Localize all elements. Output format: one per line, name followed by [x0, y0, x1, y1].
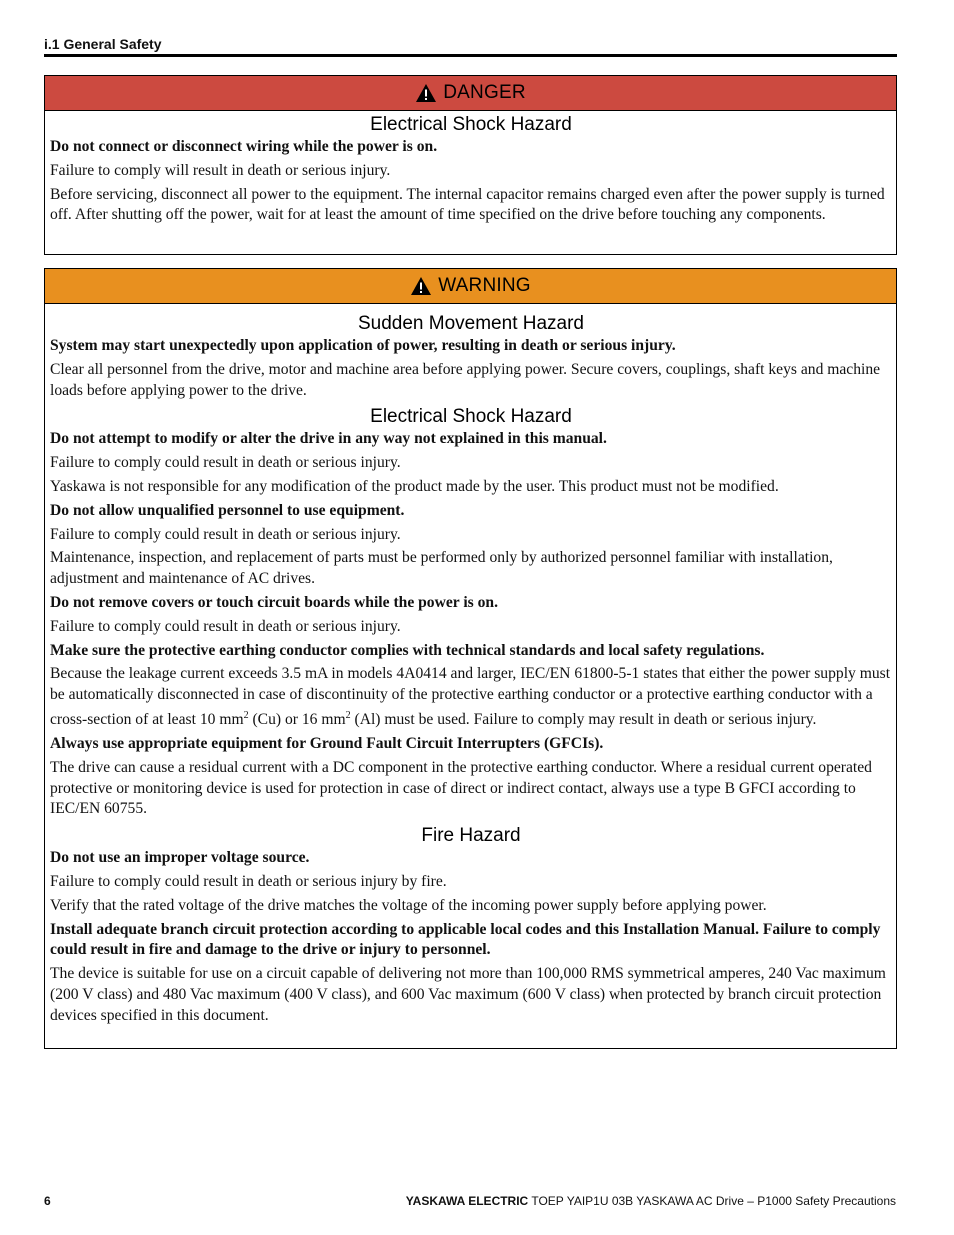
detail-text: Yaskawa is not responsible for any modification of the product made by the user. This product must not be modified. [50, 477, 779, 495]
text-run: Because the leakage current exceeds 3.5 mA in models 4A0414 and larger, IEC/EN 61800-5-1 states that either the power supply must be automatically disconnected in case of discontinuity of the protective earthing conductor or a protective earthing conductor with a cross-section of at least 10 mm [50, 665, 891, 729]
detail-text: The drive can cause a residual current with a DC component in the protective earthing conductor. Where a residual current operated protective or monitoring device is used for protection in case of direct or indirect contact, always use a type B GFCI according to IEC/EN 60755. [50, 758, 872, 818]
hazard-title: Sudden Movement Hazard [357, 313, 584, 334]
danger-banner [45, 76, 896, 111]
instruction-bold: Install adequate branch circuit protection according to applicable local codes and this Installation Manual. Failure to comply could result in fire and damage to the drive or injury to personnel. [50, 920, 881, 959]
hazard-title: Fire Hazard [421, 825, 521, 847]
footer-doc-title [406, 1194, 896, 1208]
instruction-bold: Do not remove covers or touch circuit boards while the power is on. [50, 593, 498, 611]
consequence-text: Failure to comply could result in death or serious injury. [50, 454, 401, 472]
warning-triangle-icon [410, 276, 432, 296]
hazard-title: Electrical Shock Hazard [370, 114, 572, 135]
warning-box [44, 268, 897, 1049]
warning-banner [45, 269, 896, 304]
instruction-bold: Always use appropriate equipment for Ground Fault Circuit Interrupters (GFCIs). [50, 734, 604, 752]
detail-text: The device is suitable for use on a circuit capable of delivering not more than 100,000 RMS symmetrical amperes, 240 Vac maximum (200 V class) and 480 Vac maximum (400 V class), and 600 Vac maximum (600 V class) when protected by branch circuit protection devices specified in this document. [50, 965, 886, 1024]
instruction-bold: Do not connect or disconnect wiring while the power is on. [50, 138, 438, 155]
detail-text: Before servicing, disconnect all power to the equipment. The internal capacitor remains charged even after the power supply is turned off. After shutting off the power, wait for at least the amount of time specified on the drive before touching any components. [50, 185, 885, 224]
instruction-bold: Do not use an improper voltage source. [50, 849, 310, 867]
consequence-text: Failure to comply could result in death or serious injury by fire. [50, 872, 447, 890]
header-rule [44, 54, 897, 57]
detail-text: Verify that the rated voltage of the drive matches the voltage of the incoming power supply before applying power. [50, 896, 767, 914]
footer-brand: YASKAWA ELECTRIC [405, 1194, 529, 1208]
page-number: 6 [44, 1194, 51, 1208]
consequence-text: Failure to comply could result in death or serious injury. [50, 617, 401, 635]
instruction-bold: Do not attempt to modify or alter the drive in any way not explained in this manual. [50, 430, 607, 448]
hazard-title: Electrical Shock Hazard [370, 406, 572, 428]
superscript: 2 [243, 709, 249, 721]
text-run: (Cu) or 16 mm [248, 711, 346, 729]
warning-triangle-icon [415, 83, 437, 103]
instruction-bold: Do not allow unqualified personnel to use equipment. [50, 501, 405, 519]
footer-title: TOEP YAIP1U 03B YASKAWA AC Drive – P1000 Safety Precautions [528, 1194, 896, 1208]
instruction-bold: System may start unexpectedly upon application of power, resulting in death or serious injury. [50, 337, 676, 354]
consequence-text: Failure to comply could result in death or serious injury. [50, 525, 401, 543]
warning-label: WARNING [438, 275, 531, 296]
consequence-text: Failure to comply will result in death or serious injury. [50, 161, 391, 179]
instruction-bold: Make sure the protective earthing conductor complies with technical standards and local safety regulations. [50, 641, 765, 659]
detail-text [50, 664, 892, 731]
detail-text: Maintenance, inspection, and replacement of parts must be performed only by authorized personnel familiar with installation, adjustment and maintenance of AC drives. [50, 549, 833, 588]
section-title: i.1 General Safety [44, 36, 162, 52]
danger-label: DANGER [443, 82, 526, 103]
text-run: (Al) must be used. Failure to comply may result in death or serious injury. [350, 711, 817, 729]
superscript: 2 [345, 709, 351, 721]
danger-box [44, 75, 897, 255]
detail-text: Clear all personnel from the drive, motor and machine area before applying power. Secure covers, couplings, shaft keys and machine loads before applying power to the drive. [50, 360, 881, 399]
